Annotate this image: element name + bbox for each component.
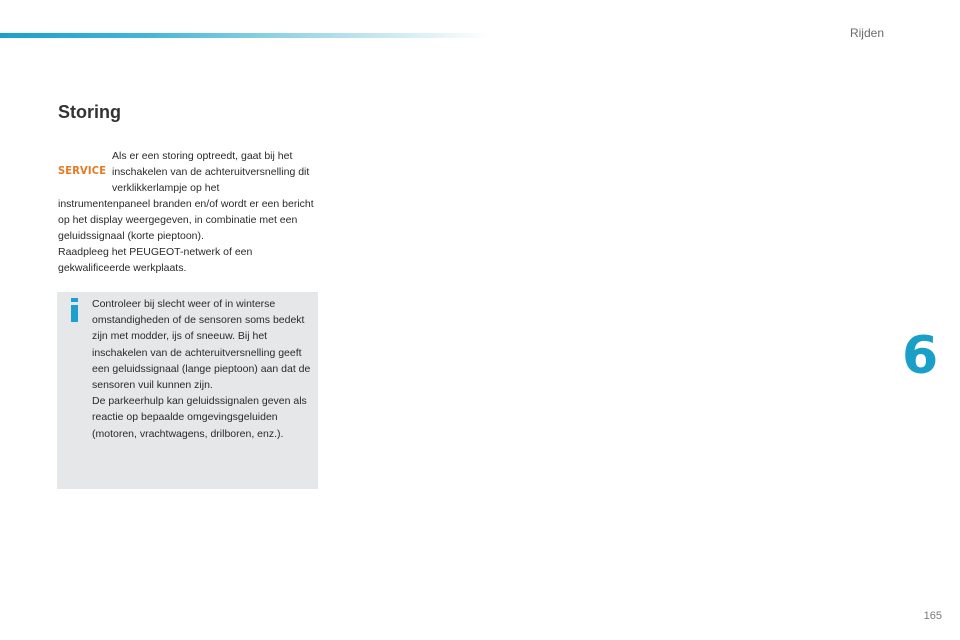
chapter-name: Rijden bbox=[849, 26, 884, 40]
chapter-number: 6 bbox=[902, 326, 939, 386]
header-accent-bar bbox=[0, 33, 490, 38]
page-number: 165 bbox=[923, 610, 942, 622]
info-text bbox=[92, 296, 314, 442]
consult-network-text: Raadpleeg het PEUGEOT-netwerk of een gekwalificeerde werkplaats. bbox=[58, 246, 253, 275]
service-warning-icon: SERVICE bbox=[58, 164, 107, 177]
fault-description-body: instrumentenpaneel branden en/of wordt er een bericht op het display weergegeven, in combinatie met een geluidssignaal (korte pieptoon). bbox=[58, 198, 314, 243]
info-paragraph-sensors: Controleer bij slecht weer of in winterse omstandigheden of de sensoren soms bedekt zijn met modder, ijs of sneeuw. Bij het inschakelen van de achteruitversnelling geeft een geluidssignaal (lange pieptoon) aan dat de sensoren vuil kunnen zijn. bbox=[92, 298, 311, 392]
info-box bbox=[57, 292, 318, 489]
info-icon bbox=[71, 298, 78, 322]
section-title: Storing bbox=[58, 102, 121, 122]
info-paragraph-noise: De parkeerhulp kan geluidssignalen geven als reactie op bepaalde omgevingsgeluiden (motoren, vrachtwagens, drilboren, enz.). bbox=[92, 395, 307, 440]
fault-description-intro: Als er een storing optreedt, gaat bij het inschakelen van de achteruitversnelling dit verklikkerlampje op het bbox=[112, 150, 310, 195]
